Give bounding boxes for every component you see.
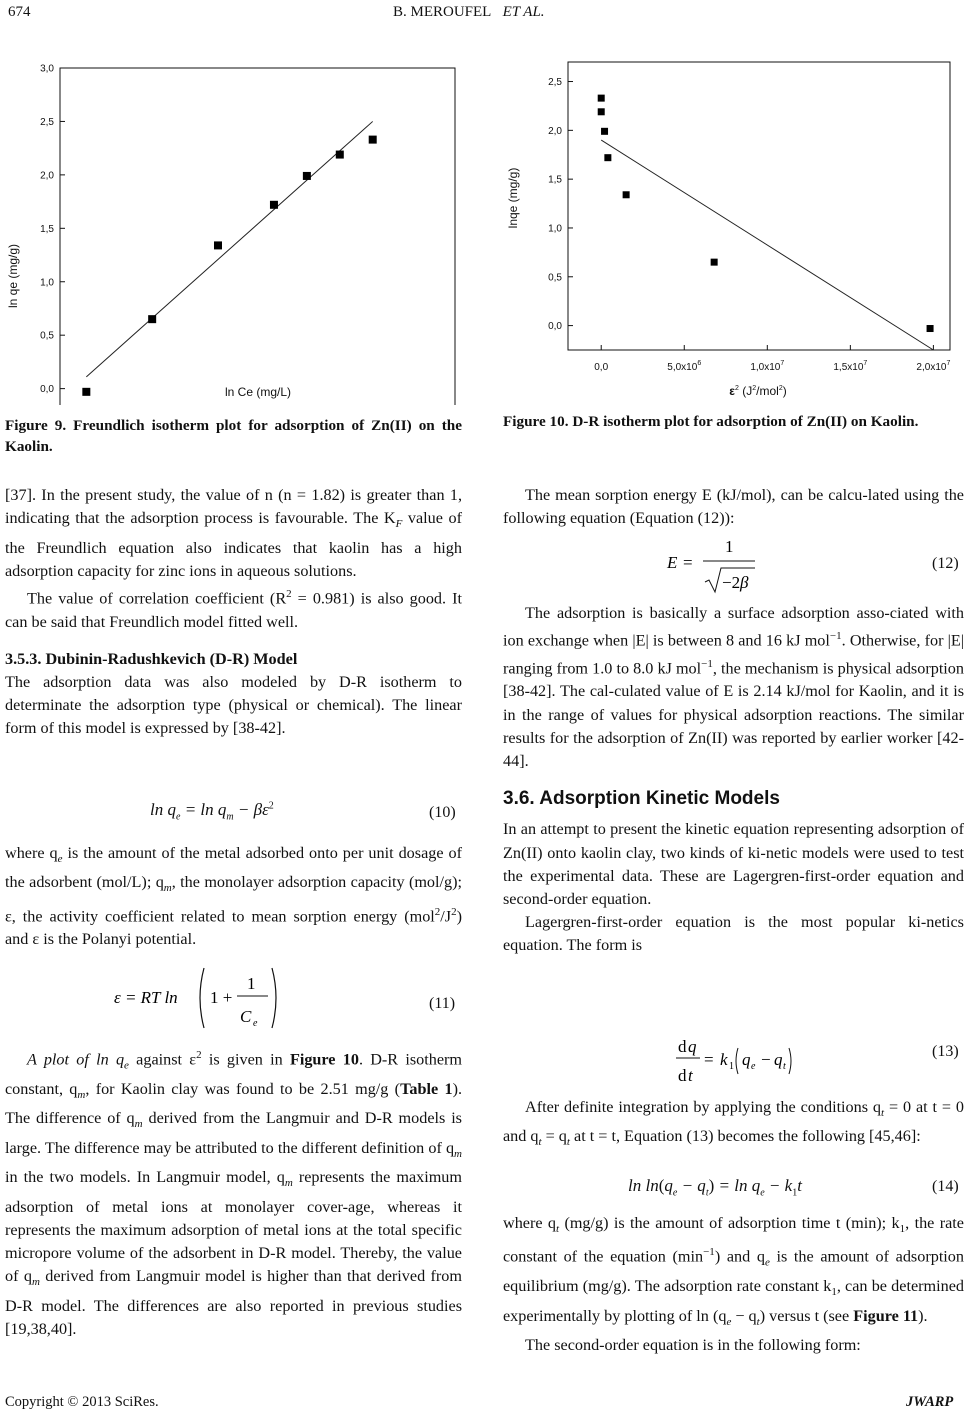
- figure-10-chart: [490, 50, 968, 410]
- paragraph: Lagergren-first-order equation is the most popular ki-netics equation. The form is: [503, 913, 964, 955]
- svg-text:β: β: [740, 573, 749, 592]
- svg-text:d: d: [678, 1037, 687, 1056]
- paragraph: where $q_t$ (mg/g) is the amount of adsorption time t (min); $k_1$, the rate constant of the equation $(\min^{-1})$ and $q_e$ is the amount of adsorption equilibrium (mg/g). The adsorption rate constant $k_1$, can be determined experimentally by plotting of $\ln (q_e - q_t)$ versus t (see Figure 11).: [503, 1214, 964, 1328]
- left-column-3: [5, 1044, 462, 1341]
- paragraph: where $q_e$ is the amount of the metal adsorbed onto per unit dosage of the adsorbent (mol/L); $q_m$, the monolayer adsorption capacity (mol/g); ε, the activity coefficient related to mean sorption energy $(mol^2/J^2)$ and ε is the Polanyi potential.: [5, 844, 463, 949]
- svg-text:=: =: [704, 1050, 714, 1069]
- data-point: [604, 154, 611, 161]
- x-axis-label: ln Ce (mg/L): [224, 385, 292, 399]
- fit-line: [86, 121, 372, 376]
- plot-frame: [60, 68, 455, 405]
- left-column: [5, 484, 462, 741]
- paragraph: In an attempt to present the kinetic equation representing adsorption of Zn(II) onto kaolin clay, two kinds of ki-netic models were used to test the experimental data. These are Lagergren-first-order equation and second-order equation.: [503, 820, 964, 909]
- y-tick-label: 0,0: [548, 321, 562, 333]
- right-column-4: [503, 1212, 964, 1357]
- equation-14: $\ln \ln(q_e - q_t) = \ln q_e - k_1t$: [628, 1176, 802, 1199]
- plot-frame: [568, 62, 950, 350]
- x-tick-label: $1,0x10^7$: [750, 360, 785, 373]
- page-number: 674: [8, 4, 31, 20]
- svg-text:1: 1: [729, 1061, 734, 1072]
- equation-12: [665, 530, 775, 600]
- journal-name: JWARP: [906, 1394, 954, 1410]
- x-axis-label: $\varepsilon^2$ $(J^2/mol^2)$: [729, 384, 787, 398]
- svg-text:q: q: [774, 1050, 783, 1069]
- equation-11: [110, 960, 290, 1035]
- svg-text:=: =: [683, 553, 693, 572]
- paragraph: [37]. In the present study, the value of n (n = 1.82) is greater than 1, indicating that the adsorption process is favourable. The $K_F$ value of the Freundlich equation also indicates that kaolin has a high adsorption capacity for zinc ions in aqueous solutions.: [5, 486, 462, 580]
- paragraph: After definite integration by applying the conditions $q_t = 0$ at t = 0 and $q_t = q_t$ at t = t, Equation (13) becomes the following [45,46]:: [503, 1098, 964, 1149]
- y-tick-label: 2,5: [40, 116, 54, 128]
- y-tick-label: 1,0: [40, 277, 54, 289]
- svg-text:e: e: [751, 1061, 756, 1072]
- fit-line: [601, 140, 933, 350]
- y-axis-label: lnqe (mg/g): [506, 167, 520, 229]
- right-column-2: [503, 602, 964, 958]
- paragraph: The second-order equation is in the following form:: [525, 1336, 861, 1355]
- y-tick-label: 1,5: [548, 174, 562, 186]
- paragraph: The adsorption data was also modeled by D-R isotherm to determinate the adsorption type (physical or chemical). The linear form of this model is expressed by [38-42].: [5, 673, 462, 738]
- left-column-2: [5, 842, 462, 952]
- data-point: [369, 136, 377, 144]
- data-point: [927, 325, 934, 332]
- running-title: B. MEROUFEL ET AL.: [393, 4, 545, 20]
- y-tick-label: 0,5: [40, 330, 54, 342]
- paragraph: The value of correlation coefficient $(R^2 = 0.981)$ is also good. It can be said that Freundlich model fitted well.: [5, 588, 462, 631]
- data-point: [601, 128, 608, 135]
- svg-text:1 +: 1 +: [210, 988, 233, 1007]
- svg-text:ε = RT ln: ε = RT ln: [114, 988, 178, 1007]
- data-point: [336, 151, 344, 159]
- paragraph: The adsorption is basically a surface adsorption asso-ciated with ion exchange when |E| is between 8 and 16 kJ mol$^{-1}$. Otherwise, for |E| ranging from 1.0 to 8.0 kJ mol$^{-1}$, the mechanism is physical adsorption [38-42]. The cal-culated value of E is 2.14 kJ/mol for Kaolin, and it is in the range of values for physical adsorption reactions. The similar results for the adsorption of Zn(II) was reported by earlier worker [42-44].: [503, 604, 965, 770]
- y-tick-label: 0,0: [40, 384, 54, 396]
- svg-text:1: 1: [247, 974, 256, 993]
- data-point: [303, 172, 311, 180]
- right-column-3: [503, 1096, 964, 1155]
- equation-10: $\ln q_e = \ln q_m - \beta\varepsilon^2$: [150, 800, 274, 823]
- data-point: [214, 241, 222, 249]
- svg-text:−2: −2: [722, 573, 741, 592]
- svg-text:t: t: [783, 1061, 786, 1072]
- y-axis-label: ln qe (mg/g): [6, 243, 20, 309]
- section-heading: 3.5.3. Dubinin-Radushkevich (D-R) Model: [5, 649, 298, 668]
- y-tick-label: 2,0: [40, 170, 54, 182]
- x-tick-label: $2,0x10^7$: [916, 360, 951, 373]
- equation-number: (11): [429, 995, 456, 1012]
- equation-number: (12): [932, 555, 959, 572]
- y-tick-label: 2,5: [548, 77, 562, 89]
- y-tick-label: 2,0: [548, 125, 562, 137]
- equation-number: (14): [932, 1178, 959, 1195]
- x-tick-label: 0,0: [594, 362, 609, 373]
- svg-text:1: 1: [725, 537, 734, 556]
- svg-text:d: d: [678, 1066, 687, 1085]
- y-tick-label: 1,5: [40, 223, 54, 235]
- svg-text:q: q: [742, 1050, 751, 1069]
- copyright: Copyright © 2013 SciRes.: [5, 1394, 159, 1410]
- svg-text:e: e: [253, 1018, 258, 1029]
- figure-9-caption: Figure 9. Freundlich isotherm plot for adsorption of Zn(II) on the Kaolin.: [5, 417, 462, 455]
- paragraph: The mean sorption energy E (kJ/mol), can be calcu-lated using the following equation (Equation (12)):: [503, 486, 964, 528]
- paragraph: A plot of $\ln q_e$ against $\varepsilon^2$ is given in Figure 10. D-R isotherm constant, $q_m$, for Kaolin clay was found to be 2.51 mg/g (Table 1). The difference of $q_m$ derived from the Langmuir and D-R models is large. The difference may be attributed to the different definition of $q_m$ in the two models. In Langmuir model, $q_m$ represents the maximum adsorption of metal ions at monolayer cover-age, whereas it represents the maximum adsorption of metal ions at the total specific micropore volume of the adsorbent in D-R model. Thereby, the value of $q_m$ derived from Langmuir model is higher than that derived from D-R model. The differences are also reported in previous studies [19,38,40].: [5, 1049, 463, 1338]
- data-point: [598, 95, 605, 102]
- data-point: [711, 259, 718, 266]
- x-tick-label: $5,0x10^6$: [667, 360, 702, 373]
- equation-number: (13): [932, 1043, 959, 1060]
- figure-10-caption: Figure 10. D-R isotherm plot for adsorption of Zn(II) on Kaolin.: [503, 413, 919, 430]
- data-point: [623, 191, 630, 198]
- section-heading: 3.6. Adsorption Kinetic Models: [503, 788, 780, 810]
- svg-text:k: k: [720, 1050, 728, 1069]
- svg-text:−: −: [761, 1050, 771, 1069]
- data-point: [148, 315, 156, 323]
- svg-text:t: t: [688, 1066, 693, 1085]
- y-tick-label: 1,0: [548, 223, 562, 235]
- equation-13: [672, 1030, 822, 1090]
- x-tick-label: $1,5x10^7$: [833, 360, 868, 373]
- y-tick-label: 3,0: [40, 63, 54, 75]
- data-point: [598, 108, 605, 115]
- figure-9-chart: [0, 55, 480, 405]
- svg-text:C: C: [240, 1007, 252, 1026]
- svg-text:E: E: [667, 553, 678, 572]
- data-point: [270, 201, 278, 209]
- svg-text:q: q: [688, 1037, 697, 1056]
- y-tick-label: 0,5: [548, 272, 562, 284]
- right-column: [503, 484, 964, 530]
- equation-number: (10): [429, 804, 456, 821]
- data-point: [82, 388, 90, 396]
